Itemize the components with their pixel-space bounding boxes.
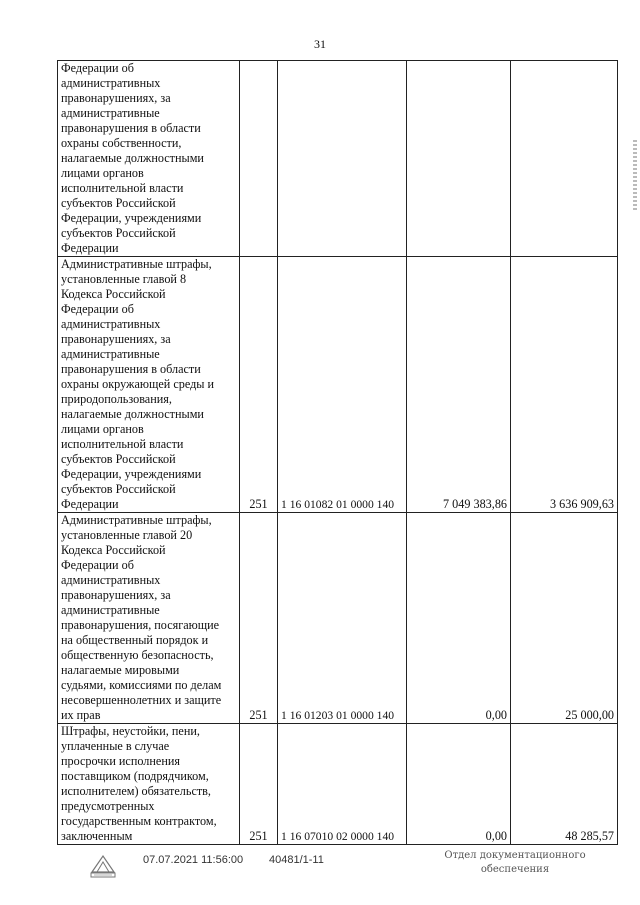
row-budget-code: 1 16 07010 02 0000 140: [278, 724, 407, 845]
row-planned-amount: 0,00: [407, 724, 511, 845]
row-planned-amount: [407, 61, 511, 257]
description-line: правонарушения в области: [61, 121, 201, 135]
description-line: их прав: [61, 708, 101, 722]
description-line: на общественный порядок и: [61, 633, 209, 647]
footer-stamp: [0, 846, 640, 896]
row-executed-amount: 3 636 909,63: [511, 257, 618, 513]
description-line: судьями, комиссиями по делам: [61, 678, 222, 692]
description-line: субъектов Российской: [61, 196, 176, 210]
description-line: природопользования,: [61, 392, 172, 406]
description-line: субъектов Российской: [61, 226, 176, 240]
table-row: [58, 257, 618, 513]
description-line: Федерации: [61, 241, 119, 255]
description-line: административные: [61, 106, 160, 120]
description-line: налагаемые мировыми: [61, 663, 180, 677]
description-line: Федерации об: [61, 302, 134, 316]
description-line: поставщиком (подрядчиком,: [61, 769, 209, 783]
description-line: Штрафы, неустойки, пени,: [61, 724, 200, 738]
description-line: правонарушениях, за: [61, 588, 171, 602]
row-description: [58, 513, 240, 724]
description-line: государственным контрактом,: [61, 814, 217, 828]
row-budget-code: 1 16 01082 01 0000 140: [278, 257, 407, 513]
row-planned-amount: 0,00: [407, 513, 511, 724]
row-description: [58, 724, 240, 845]
row-executed-amount: 48 285,57: [511, 724, 618, 845]
description-line: исполнителем) обязательств,: [61, 784, 211, 798]
description-line: охраны окружающей среды и: [61, 377, 215, 391]
stamp-department: [440, 849, 590, 877]
row-executed-amount: 25 000,00: [511, 513, 618, 724]
scan-margin-mark: [633, 140, 637, 210]
row-planned-amount: 7 049 383,86: [407, 257, 511, 513]
description-line: правонарушениях, за: [61, 332, 171, 346]
description-line: Федерации, учреждениями: [61, 467, 202, 481]
description-line: охраны собственности,: [61, 136, 182, 150]
description-line: лицами органов: [61, 422, 144, 436]
row-budget-code: 1 16 01203 01 0000 140: [278, 513, 407, 724]
table-row: [58, 724, 618, 845]
description-line: Федерации об: [61, 61, 134, 75]
description-line: установленные главой 8: [61, 272, 187, 286]
description-line: установленные главой 20: [61, 528, 193, 542]
description-line: исполнительной власти: [61, 181, 184, 195]
description-line: налагаемые должностными: [61, 151, 204, 165]
row-admin-code: [240, 61, 278, 257]
description-line: лицами органов: [61, 166, 144, 180]
description-line: Федерации: [61, 497, 119, 511]
description-line: Административные штрафы,: [61, 513, 212, 527]
table-row: [58, 61, 618, 257]
description-line: просрочки исполнения: [61, 754, 180, 768]
row-executed-amount: [511, 61, 618, 257]
stamp-document-ref: 40481/1-11: [269, 854, 324, 866]
table-row: [58, 513, 618, 724]
description-line: Кодекса Российской: [61, 287, 166, 301]
description-line: исполнительной власти: [61, 437, 184, 451]
description-line: субъектов Российской: [61, 452, 176, 466]
description-line: Административные штрафы,: [61, 257, 212, 271]
description-line: несовершеннолетних и защите: [61, 693, 222, 707]
organization-logo-icon: [88, 850, 118, 880]
stamp-department-line2: обеспечения: [480, 864, 550, 875]
description-line: уплаченные в случае: [61, 739, 170, 753]
description-line: заключенным: [61, 829, 133, 843]
description-line: Федерации, учреждениями: [61, 211, 202, 225]
description-line: правонарушениях, за: [61, 91, 171, 105]
table-body: [58, 61, 618, 845]
description-line: административные: [61, 347, 160, 361]
description-line: административные: [61, 603, 160, 617]
description-line: правонарушения в области: [61, 362, 201, 376]
description-line: Кодекса Российской: [61, 543, 166, 557]
row-admin-code: 251: [240, 257, 278, 513]
page-number: 31: [314, 37, 326, 51]
description-line: субъектов Российской: [61, 482, 176, 496]
row-description: [58, 61, 240, 257]
description-line: общественную безопасность,: [61, 648, 214, 662]
row-admin-code: 251: [240, 724, 278, 845]
description-line: предусмотренных: [61, 799, 155, 813]
revenue-table: [57, 60, 618, 845]
description-line: административных: [61, 317, 161, 331]
stamp-datetime: 07.07.2021 11:56:00: [143, 854, 244, 866]
description-line: административных: [61, 76, 161, 90]
description-line: Федерации об: [61, 558, 134, 572]
description-line: административных: [61, 573, 161, 587]
row-budget-code: [278, 61, 407, 257]
description-line: правонарушения, посягающие: [61, 618, 220, 632]
stamp-department-line1: Отдел документационного: [444, 850, 586, 861]
description-line: налагаемые должностными: [61, 407, 204, 421]
row-admin-code: 251: [240, 513, 278, 724]
row-description: [58, 257, 240, 513]
